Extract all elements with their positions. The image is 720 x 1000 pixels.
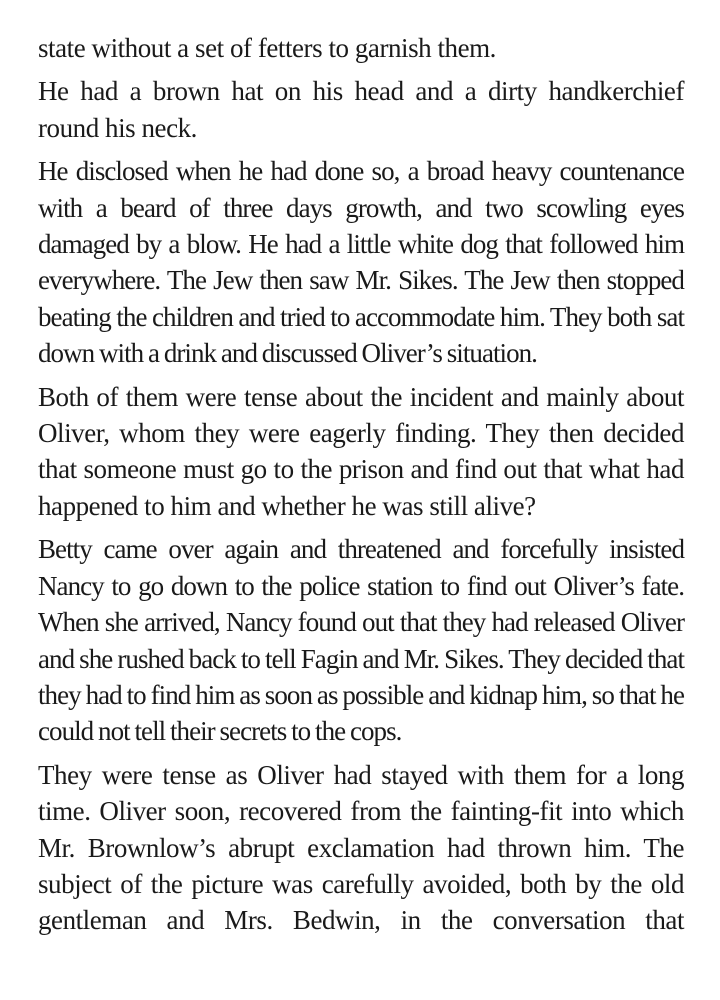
paragraph-brown-hat: He had a brown hat on his head and a dirty handkerchief round his neck. <box>38 76 684 143</box>
paragraph-fetters: state without a set of fetters to garnish them. <box>38 33 496 63</box>
paragraph-betty-nancy: Betty came over again and threatened and forcefully insisted Nancy to go down to the police station to find out Oliver’s fate. When she arrived, Nancy found out that they had released Oliver and she rushed back to tell Fagin and Mr. Sikes. They decided that they had to find him as soon as possible and kidnap him, so that he could not tell their secrets to the cops. <box>38 534 684 747</box>
paragraph-countenance: He disclosed when he had done so, a broad heavy countenance with a beard of three days growth, and two scowling eyes damaged by a blow. He had a little white dog that followed him everywhere. The Jew then saw Mr. Sikes. The Jew then stopped beating the children and tried to accommodate him. They both sat down with a drink and discussed Oliver’s situation. <box>38 156 684 369</box>
paragraph-oliver-recovered: They were tense as Oliver had stayed with them for a long time. Oliver soon, recovered from the fainting-fit into which Mr. Brownlow’s abrupt exclamation had thrown him. The subject of the picture was carefully avoided, both by the old gentleman and Mrs. Bedwin, in the conversation that <box>38 759 684 936</box>
page-text <box>38 30 684 946</box>
paragraph-tense-incident: Both of them were tense about the incident and mainly about Oliver, whom they were eagerly finding. They then decided that someone must go to the prison and find out that what had happened to him and whether he was still alive? <box>38 381 684 521</box>
